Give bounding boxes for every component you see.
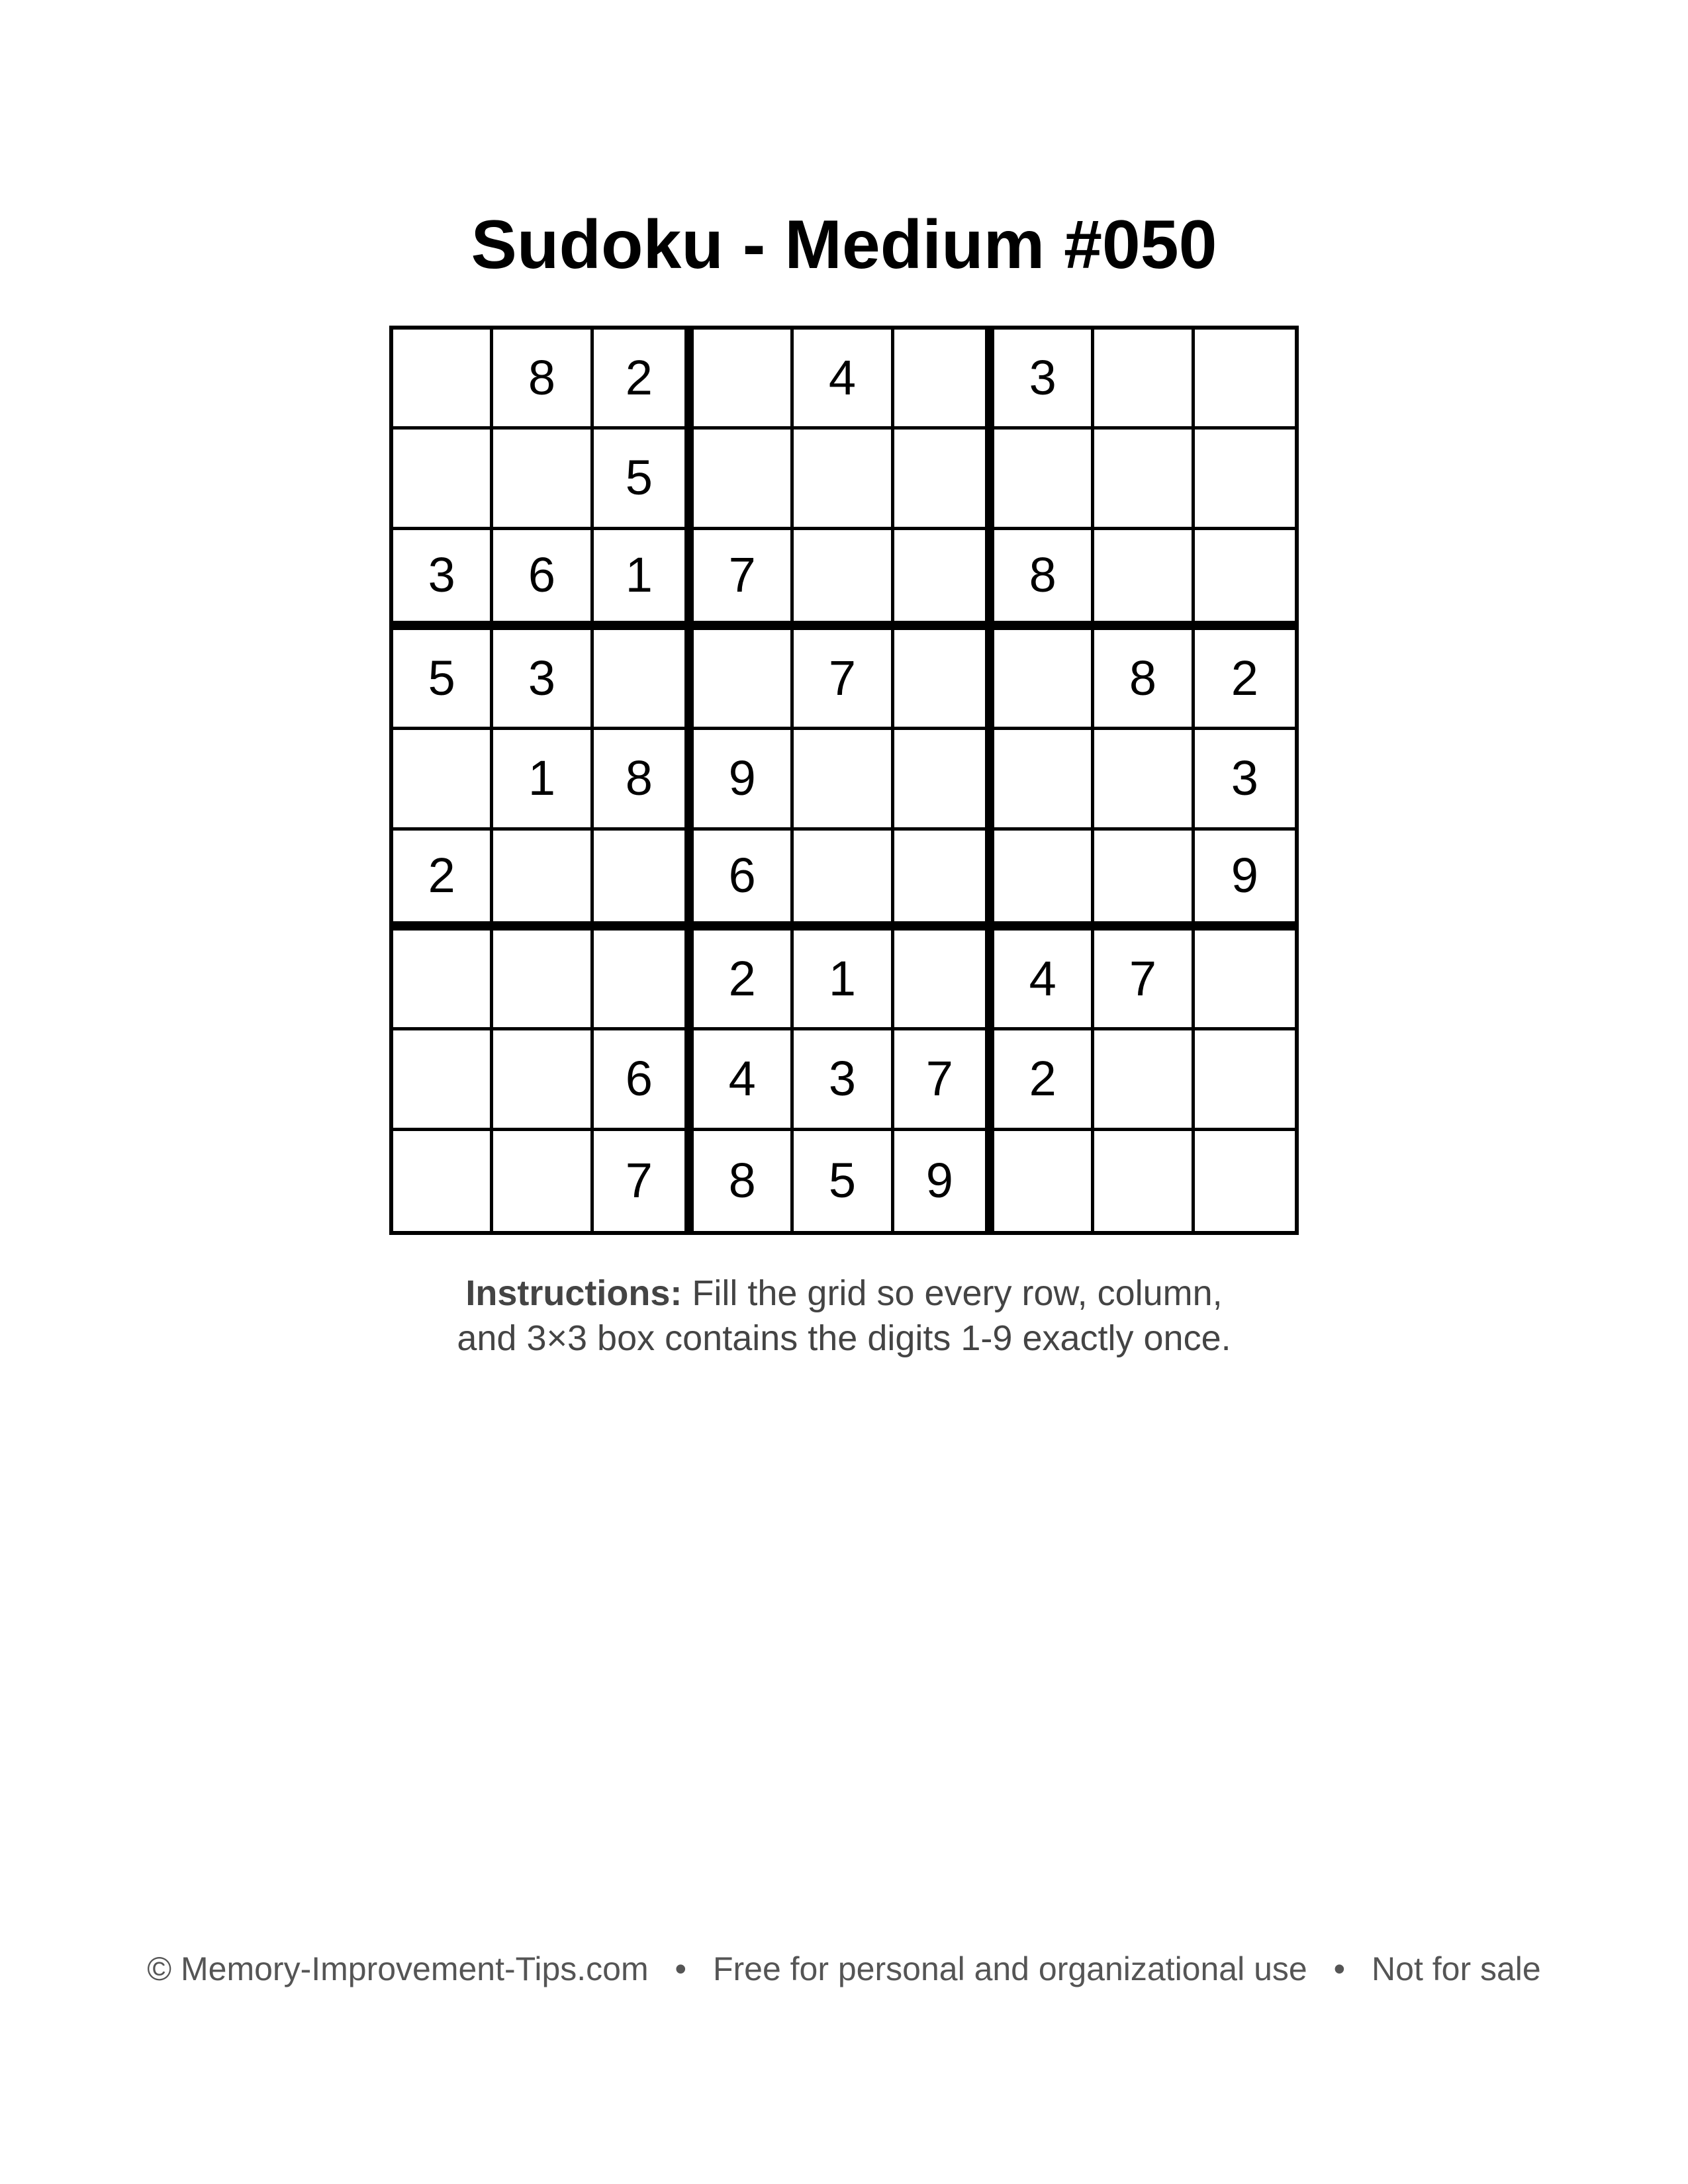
empty-cell[interactable]	[1195, 931, 1295, 1030]
empty-cell[interactable]	[1195, 1030, 1295, 1130]
empty-cell[interactable]	[694, 630, 794, 730]
empty-cell[interactable]	[894, 630, 994, 730]
empty-cell[interactable]	[894, 530, 994, 630]
empty-cell[interactable]	[994, 730, 1094, 830]
empty-cell[interactable]	[794, 831, 894, 931]
instructions-lead: Instructions:	[465, 1273, 682, 1313]
empty-cell[interactable]	[794, 730, 894, 830]
empty-cell[interactable]	[794, 530, 894, 630]
footer	[0, 1946, 1688, 1992]
given-cell: 1	[594, 530, 694, 630]
empty-cell[interactable]	[493, 1030, 593, 1130]
given-cell: 9	[894, 1131, 994, 1231]
given-cell: 7	[594, 1131, 694, 1231]
empty-cell[interactable]	[393, 330, 493, 430]
empty-cell[interactable]	[794, 430, 894, 529]
empty-cell[interactable]	[1195, 430, 1295, 529]
given-cell: 5	[393, 630, 493, 730]
empty-cell[interactable]	[493, 931, 593, 1030]
empty-cell[interactable]	[493, 831, 593, 931]
given-cell: 6	[694, 831, 794, 931]
given-cell: 6	[493, 530, 593, 630]
empty-cell[interactable]	[1094, 1131, 1194, 1231]
given-cell: 5	[794, 1131, 894, 1231]
given-cell: 9	[1195, 831, 1295, 931]
given-cell: 2	[1195, 630, 1295, 730]
footer-separator-2: •	[1333, 1950, 1346, 1987]
given-cell: 2	[994, 1030, 1094, 1130]
given-cell: 8	[1094, 630, 1194, 730]
empty-cell[interactable]	[994, 1131, 1094, 1231]
given-cell: 6	[594, 1030, 694, 1130]
empty-cell[interactable]	[894, 730, 994, 830]
given-cell: 7	[1094, 931, 1194, 1030]
given-cell: 2	[594, 330, 694, 430]
page-title: Sudoku - Medium #050	[471, 206, 1217, 283]
given-cell: 7	[694, 530, 794, 630]
empty-cell[interactable]	[894, 931, 994, 1030]
given-cell: 3	[493, 630, 593, 730]
empty-cell[interactable]	[894, 430, 994, 529]
empty-cell[interactable]	[1094, 730, 1194, 830]
empty-cell[interactable]	[493, 1131, 593, 1231]
given-cell: 2	[694, 931, 794, 1030]
empty-cell[interactable]	[1094, 530, 1194, 630]
given-cell: 4	[694, 1030, 794, 1130]
footer-usage: Free for personal and organizational use	[712, 1950, 1307, 1987]
empty-cell[interactable]	[894, 831, 994, 931]
empty-cell[interactable]	[594, 630, 694, 730]
empty-cell[interactable]	[1195, 1131, 1295, 1231]
instructions	[0, 1271, 1688, 1361]
given-cell: 1	[493, 730, 593, 830]
empty-cell[interactable]	[994, 630, 1094, 730]
empty-cell[interactable]	[694, 330, 794, 430]
empty-cell[interactable]	[1094, 831, 1194, 931]
empty-cell[interactable]	[994, 430, 1094, 529]
sudoku-grid	[389, 326, 1299, 1235]
given-cell: 8	[994, 530, 1094, 630]
given-cell: 8	[594, 730, 694, 830]
empty-cell[interactable]	[493, 430, 593, 529]
given-cell: 8	[694, 1131, 794, 1231]
empty-cell[interactable]	[1195, 330, 1295, 430]
given-cell: 7	[894, 1030, 994, 1130]
empty-cell[interactable]	[1094, 1030, 1194, 1130]
given-cell: 3	[994, 330, 1094, 430]
empty-cell[interactable]	[393, 430, 493, 529]
instructions-text-1: Fill the grid so every row, column,	[692, 1273, 1223, 1313]
footer-copyright: © Memory-Improvement-Tips.com	[147, 1950, 649, 1987]
empty-cell[interactable]	[393, 931, 493, 1030]
empty-cell[interactable]	[393, 1030, 493, 1130]
given-cell: 3	[794, 1030, 894, 1130]
instructions-line-1	[0, 1271, 1688, 1316]
empty-cell[interactable]	[1094, 430, 1194, 529]
empty-cell[interactable]	[594, 831, 694, 931]
empty-cell[interactable]	[1195, 530, 1295, 630]
empty-cell[interactable]	[694, 430, 794, 529]
given-cell: 3	[1195, 730, 1295, 830]
empty-cell[interactable]	[894, 330, 994, 430]
given-cell: 8	[493, 330, 593, 430]
empty-cell[interactable]	[393, 1131, 493, 1231]
instructions-text-2: and 3×3 box contains the digits 1-9 exactly once.	[457, 1318, 1231, 1358]
empty-cell[interactable]	[594, 931, 694, 1030]
given-cell: 4	[994, 931, 1094, 1030]
given-cell: 7	[794, 630, 894, 730]
footer-separator-1: •	[675, 1950, 687, 1987]
empty-cell[interactable]	[994, 831, 1094, 931]
empty-cell[interactable]	[1094, 330, 1194, 430]
given-cell: 5	[594, 430, 694, 529]
given-cell: 2	[393, 831, 493, 931]
empty-cell[interactable]	[393, 730, 493, 830]
footer-sale: Not for sale	[1372, 1950, 1541, 1987]
given-cell: 3	[393, 530, 493, 630]
given-cell: 9	[694, 730, 794, 830]
given-cell: 1	[794, 931, 894, 1030]
given-cell: 4	[794, 330, 894, 430]
